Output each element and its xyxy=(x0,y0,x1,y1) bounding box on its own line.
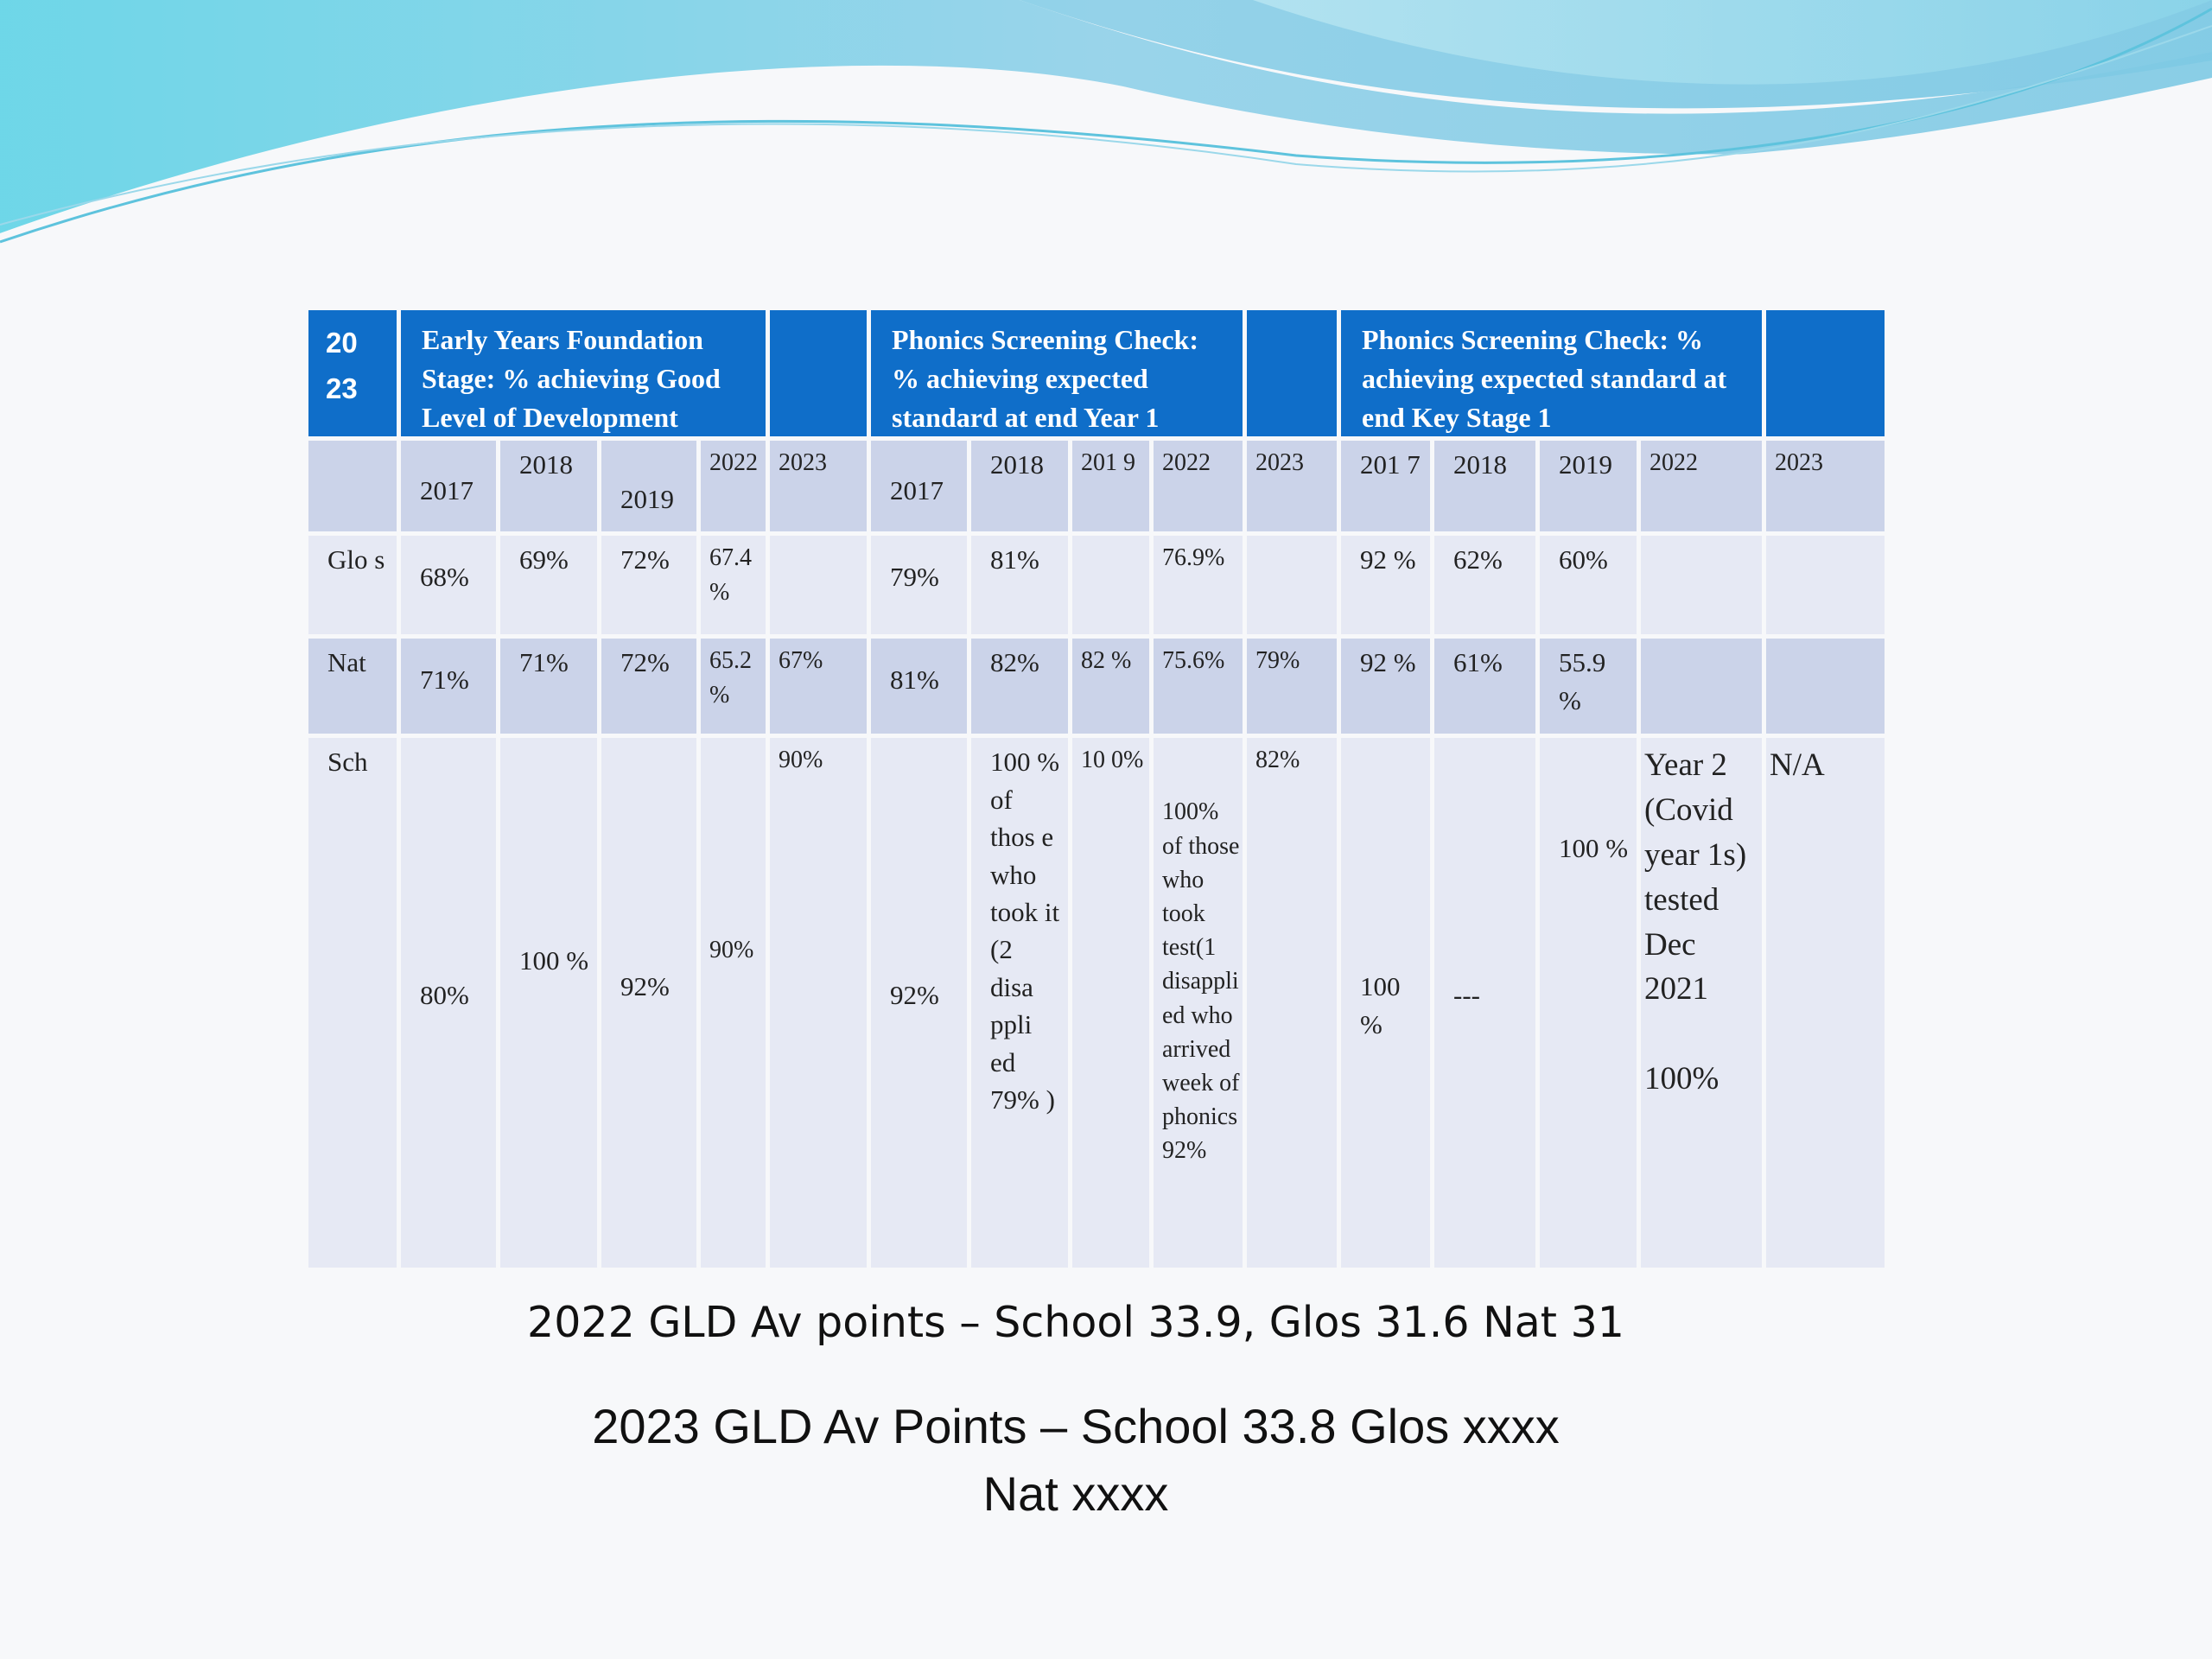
decorative-wave-banner xyxy=(0,0,2212,259)
year-cell: 2023 xyxy=(770,441,867,531)
year-cell: 2017 xyxy=(401,441,496,531)
eyfs-header-blank xyxy=(770,310,867,436)
glos-cell: 62% xyxy=(1434,536,1535,634)
row-label-nat: Nat xyxy=(308,639,397,734)
gld-2023-note xyxy=(0,1393,2152,1529)
sch-cell: Year 2 (Covid year 1s) tested Dec 2021 100% xyxy=(1641,738,1762,1268)
nat-cell: 71% xyxy=(401,639,496,734)
sch-cell: 90% xyxy=(701,738,766,1268)
nat-cell: 92 % xyxy=(1341,639,1430,734)
sch-cell: 90% xyxy=(770,738,867,1268)
row-label-glos: Glo s xyxy=(308,536,397,634)
glos-cell: 68% xyxy=(401,536,496,634)
year-cell: 2018 xyxy=(1434,441,1535,531)
year-row-label xyxy=(308,441,397,531)
year-cell: 2018 xyxy=(500,441,597,531)
nat-cell: 79% xyxy=(1247,639,1337,734)
gld-2023-line: 2023 GLD Av Points – School 33.8 Glos xxxx xyxy=(592,1399,1560,1453)
nat-cell: 71% xyxy=(500,639,597,734)
sch-cell: 92% xyxy=(871,738,967,1268)
glos-cell: 60% xyxy=(1540,536,1637,634)
nat-cell: 75.6% xyxy=(1154,639,1243,734)
year-cell: 201 9 xyxy=(1072,441,1149,531)
header-row xyxy=(308,310,1885,436)
nat-row xyxy=(308,639,1885,734)
glos-cell: 72% xyxy=(601,536,696,634)
nat-cell: 82 % xyxy=(1072,639,1149,734)
nat-cell: 72% xyxy=(601,639,696,734)
phonics-ks1-header: Phonics Screening Check: % achieving expected standard at end Key Stage 1 xyxy=(1341,310,1762,436)
sch-cell: 100 % xyxy=(1540,738,1637,1268)
sch-cell: 10 0% xyxy=(1072,738,1149,1268)
results-table xyxy=(304,306,1889,1272)
year-row xyxy=(308,441,1885,531)
glos-cell xyxy=(1247,536,1337,634)
sch-cell: 82% xyxy=(1247,738,1337,1268)
nat-cell: 65.2 % xyxy=(701,639,766,734)
glos-row xyxy=(308,536,1885,634)
glos-cell xyxy=(770,536,867,634)
sch-cell: N/A xyxy=(1766,738,1885,1268)
phonics-ks1-header-blank xyxy=(1766,310,1885,436)
glos-cell: 69% xyxy=(500,536,597,634)
glos-cell xyxy=(1641,536,1762,634)
year-cell: 2017 xyxy=(871,441,967,531)
phonics-year1-header-blank xyxy=(1247,310,1337,436)
sch-cell: 80% xyxy=(401,738,496,1268)
gld-2023-nat-line: Nat xxxx xyxy=(982,1466,1169,1522)
eyfs-header: Early Years Foundation Stage: % achieving Good Level of Development xyxy=(401,310,766,436)
sch-cell: --- xyxy=(1434,738,1535,1268)
sch-cell: 100 % xyxy=(500,738,597,1268)
gld-2022-note: 2022 GLD Av points – School 33.9, Glos 31.6 Nat 31 xyxy=(527,1298,1624,1347)
sch-cell: 92% xyxy=(601,738,696,1268)
nat-cell: 82% xyxy=(971,639,1068,734)
glos-cell: 79% xyxy=(871,536,967,634)
year-cell: 2018 xyxy=(971,441,1068,531)
year-cell: 2023 xyxy=(1766,441,1885,531)
nat-cell: 55.9 % xyxy=(1540,639,1637,734)
glos-cell xyxy=(1766,536,1885,634)
nat-cell: 81% xyxy=(871,639,967,734)
nat-cell xyxy=(1641,639,1762,734)
nat-cell xyxy=(1766,639,1885,734)
year-cell: 2022 xyxy=(701,441,766,531)
row-label-sch: Sch xyxy=(308,738,397,1268)
year-cell: 2022 xyxy=(1641,441,1762,531)
nat-cell: 67% xyxy=(770,639,867,734)
sch-cell: 100 % xyxy=(1341,738,1430,1268)
year-cell: 2023 xyxy=(1247,441,1337,531)
glos-cell: 81% xyxy=(971,536,1068,634)
year-cell: 2019 xyxy=(1540,441,1637,531)
glos-cell: 67.4 % xyxy=(701,536,766,634)
sch-cell: 100 % of thos e who took it (2 disa ppli ed 79% ) xyxy=(971,738,1068,1268)
glos-cell: 76.9% xyxy=(1154,536,1243,634)
sch-cell: 100% of those who took test(1 disappli ed who arrived week of phonics 92% xyxy=(1154,738,1243,1268)
phonics-year1-header: Phonics Screening Check: % achieving expected standard at end Year 1 xyxy=(871,310,1243,436)
glos-cell xyxy=(1072,536,1149,634)
year-cell: 2019 xyxy=(601,441,696,531)
year-cell: 201 7 xyxy=(1341,441,1430,531)
glos-cell: 92 % xyxy=(1341,536,1430,634)
nat-cell: 61% xyxy=(1434,639,1535,734)
year-cell: 2022 xyxy=(1154,441,1243,531)
sch-row xyxy=(308,738,1885,1268)
year-corner-cell: 20 23 xyxy=(308,310,397,436)
